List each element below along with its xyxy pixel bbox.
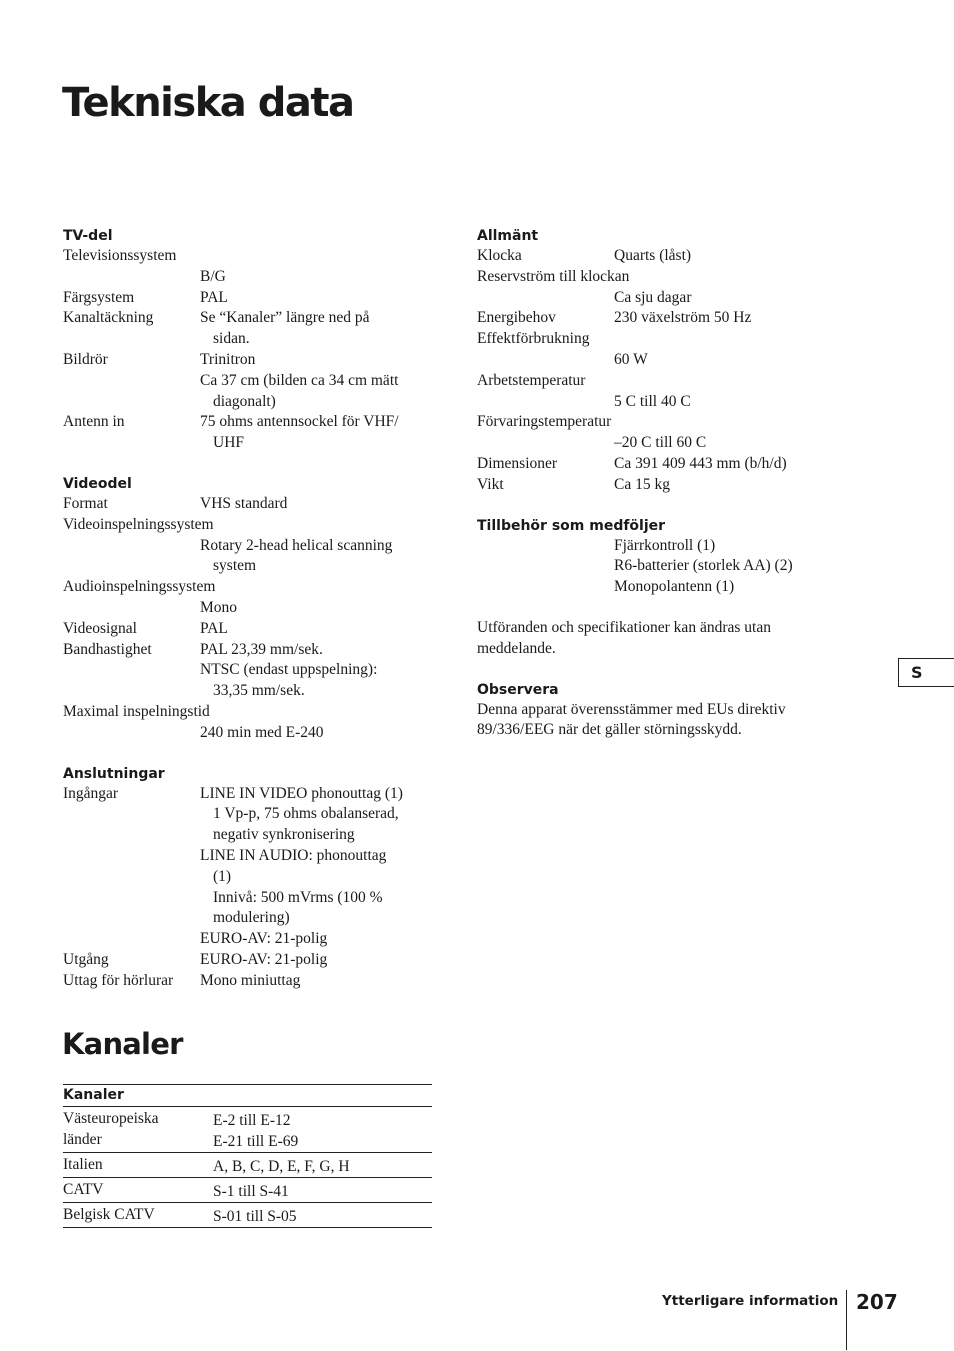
- notice-text: Utföranden och specifikationer kan ändras utan meddelande.: [477, 618, 771, 657]
- spec-label: Televisionssystem: [63, 247, 177, 264]
- spec-label: Uttag för hörlurar: [63, 971, 174, 989]
- spec-label: Bandhastighet: [63, 640, 152, 658]
- spec-value: Ca sju dagar: [614, 288, 692, 306]
- spec-value: [200, 246, 433, 267]
- spec-label: [477, 392, 614, 413]
- spec-label: [63, 804, 200, 825]
- spec-value: sidan.: [213, 330, 250, 348]
- spec-label: Videosignal: [63, 619, 137, 637]
- spec-label: [63, 929, 200, 950]
- spec-row: [63, 412, 433, 433]
- table-row: [63, 1178, 432, 1203]
- spec-value: UHF: [213, 434, 245, 452]
- spec-value: Mono miniuttag: [200, 971, 301, 989]
- spec-row: [63, 660, 433, 681]
- spec-row: [63, 908, 433, 929]
- spec-label: Maximal inspelningstid: [63, 702, 210, 720]
- spec-label: Reservström till klockan: [477, 267, 630, 285]
- channel-cell: [213, 1107, 432, 1152]
- spec-value: Quarts (låst): [614, 247, 692, 264]
- spec-label: [63, 660, 200, 681]
- spec-row: [63, 598, 433, 619]
- spec-value: PAL: [200, 288, 228, 306]
- spec-row: [63, 267, 433, 288]
- spec-value: Se “Kanaler” längre ned på: [200, 309, 370, 327]
- spec-label: [63, 825, 200, 846]
- spec-value: [200, 702, 433, 723]
- region-line: Belgisk CATV: [63, 1206, 155, 1223]
- spec-row: [63, 950, 433, 971]
- spec-row: [63, 577, 433, 598]
- footer-section-label: Ytterligare information: [662, 1293, 839, 1309]
- spec-row: [63, 556, 433, 577]
- spec-label: Format: [63, 494, 108, 512]
- spec-row: [63, 971, 433, 992]
- spec-value: 1 Vp-p, 75 ohms obalanserad,: [213, 805, 399, 823]
- spec-label: [63, 267, 200, 288]
- spec-value: Monopolantenn (1): [614, 578, 735, 596]
- spec-value: Ca 391 409 443 mm (b/h/d): [614, 454, 787, 472]
- spec-label: [477, 556, 614, 577]
- spec-row: [63, 825, 433, 846]
- section-heading: Allmänt: [477, 228, 539, 244]
- spec-value: [200, 577, 433, 598]
- spec-label: Ingångar: [63, 784, 119, 802]
- spec-row: [63, 846, 433, 867]
- spec-label: Kanaltäckning: [63, 309, 154, 327]
- channel-line: E-2 till E-12: [213, 1112, 291, 1129]
- spec-value: diagonalt): [213, 392, 276, 410]
- region-line: länder: [63, 1131, 102, 1148]
- spec-label: [63, 392, 200, 413]
- spec-value: [614, 267, 847, 288]
- spec-row: [63, 929, 433, 950]
- channel-cell: [213, 1178, 432, 1202]
- spec-label: Bildrör: [63, 350, 108, 368]
- page-number: 207: [856, 1290, 898, 1314]
- spec-label: [477, 433, 614, 454]
- spec-value: LINE IN AUDIO: phonouttag: [200, 846, 387, 864]
- footer-divider: [846, 1290, 847, 1350]
- spec-label: [477, 350, 614, 371]
- spec-value: (1): [213, 867, 232, 885]
- spec-row: [63, 867, 433, 888]
- spec-value: Rotary 2-head helical scanning: [200, 536, 393, 554]
- region-cell: [63, 1203, 213, 1227]
- table-row: [63, 1153, 432, 1178]
- spec-value: –20 C till 60 C: [614, 434, 707, 452]
- channel-line: S-01 till S-05: [213, 1208, 297, 1225]
- region-cell: [63, 1153, 213, 1177]
- spec-label: [477, 536, 614, 557]
- spec-row: [63, 433, 433, 454]
- spec-row: [63, 784, 433, 805]
- spec-row: [63, 804, 433, 825]
- kanaler-table: [63, 1084, 432, 1228]
- spec-value: [200, 515, 433, 536]
- spec-value: R6-batterier (storlek AA) (2): [614, 557, 793, 575]
- channel-cell: [213, 1203, 432, 1227]
- spec-value: EURO-AV: 21-polig: [200, 950, 328, 968]
- spec-value: Ca 37 cm (bilden ca 34 cm mätt: [200, 371, 399, 389]
- region-cell: [63, 1178, 213, 1202]
- spec-value: Trinitron: [200, 350, 256, 368]
- spec-value: 33,35 mm/sek.: [213, 682, 305, 700]
- observe-text: Denna apparat överensstämmer med EUs direktiv 89/336/EEG när det gäller störningsskydd.: [477, 700, 786, 739]
- spec-value: system: [213, 557, 257, 575]
- spec-label: [63, 908, 200, 929]
- spec-label: Vikt: [477, 475, 504, 493]
- section-heading: Videodel: [63, 475, 132, 492]
- spec-label: Energibehov: [477, 309, 556, 327]
- spec-value: Mono: [200, 598, 238, 616]
- spec-value: [614, 329, 847, 350]
- region-line: Västeuropeiska: [63, 1110, 159, 1127]
- spec-row: [63, 681, 433, 702]
- spec-value: PAL: [200, 619, 228, 637]
- spec-row: [477, 246, 847, 267]
- observe-heading: Observera: [477, 681, 559, 698]
- spec-row: [63, 888, 433, 909]
- spec-label: [63, 433, 200, 454]
- spec-value: negativ synkronisering: [213, 826, 355, 844]
- spec-value: PAL 23,39 mm/sek.: [200, 640, 323, 658]
- table-row: [63, 1203, 432, 1228]
- spec-row: [477, 577, 847, 598]
- spec-row: [477, 475, 847, 496]
- spec-label: [477, 577, 614, 598]
- spec-row: [63, 288, 433, 309]
- channel-line: E-21 till E-69: [213, 1133, 299, 1150]
- channel-line: S-1 till S-41: [213, 1183, 289, 1200]
- left-spec-column: [63, 226, 433, 992]
- page-title: Tekniska data: [62, 80, 354, 126]
- spec-row: [477, 371, 847, 392]
- spec-row: [63, 494, 433, 515]
- spec-row: [63, 371, 433, 392]
- spec-label: Utgång: [63, 950, 109, 968]
- spec-row: [63, 350, 433, 371]
- section-heading: Anslutningar: [63, 765, 165, 782]
- spec-label: [63, 888, 200, 909]
- spec-label: Färgsystem: [63, 288, 135, 306]
- spec-row: [63, 640, 433, 661]
- spec-row: [63, 723, 433, 744]
- kanaler-table-header: Kanaler: [63, 1084, 432, 1107]
- spec-value: [614, 412, 847, 433]
- spec-row: [63, 619, 433, 640]
- spec-label: [63, 846, 200, 867]
- spec-value: B/G: [200, 267, 226, 285]
- spec-row: [477, 267, 847, 288]
- spec-row: [477, 329, 847, 350]
- spec-row: [63, 308, 433, 329]
- spec-label: [63, 371, 200, 392]
- spec-value: LINE IN VIDEO phonouttag (1): [200, 784, 403, 802]
- spec-row: [63, 515, 433, 536]
- region-cell: [63, 1107, 213, 1152]
- spec-label: [63, 536, 200, 557]
- spec-label: [63, 867, 200, 888]
- spec-value: 75 ohms antennsockel för VHF/: [200, 413, 399, 431]
- spec-label: [63, 556, 200, 577]
- spec-row: [477, 288, 847, 309]
- language-tab-s[interactable]: S: [898, 658, 954, 687]
- spec-value: [614, 371, 847, 392]
- spec-row: [63, 702, 433, 723]
- spec-label: [63, 329, 200, 350]
- spec-label: [63, 598, 200, 619]
- spec-value: 240 min med E-240: [200, 723, 324, 741]
- spec-row: [477, 433, 847, 454]
- spec-row: [477, 392, 847, 413]
- kanaler-title: Kanaler: [62, 1027, 183, 1061]
- spec-value: Innivå: 500 mVrms (100 %: [213, 888, 383, 906]
- spec-label: Dimensioner: [477, 454, 558, 472]
- spec-row: [477, 556, 847, 577]
- spec-value: 230 växelström 50 Hz: [614, 309, 752, 327]
- spec-label: Arbetstemperatur: [477, 371, 586, 389]
- spec-row: [477, 536, 847, 557]
- spec-row: [63, 536, 433, 557]
- spec-value: EURO-AV: 21-polig: [200, 930, 328, 948]
- region-line: Italien: [63, 1156, 103, 1173]
- spec-label: [477, 288, 614, 309]
- spec-row: [477, 454, 847, 475]
- spec-row: [63, 246, 433, 267]
- spec-label: Antenn in: [63, 413, 125, 431]
- spec-label: Klocka: [477, 247, 522, 264]
- channel-line: A, B, C, D, E, F, G, H: [213, 1158, 350, 1175]
- spec-value: Ca 15 kg: [614, 475, 670, 493]
- spec-label: Videoinspelningssystem: [63, 515, 214, 533]
- spec-label: [63, 723, 200, 744]
- spec-value: NTSC (endast uppspelning):: [200, 661, 378, 679]
- spec-row: [477, 350, 847, 371]
- spec-label: Audioinspelningssystem: [63, 578, 216, 596]
- spec-label: Förvaringstemperatur: [477, 413, 612, 431]
- spec-value: 60 W: [614, 350, 648, 368]
- spec-row: [63, 329, 433, 350]
- section-heading: Tillbehör som medföljer: [477, 517, 666, 534]
- spec-value: 5 C till 40 C: [614, 392, 691, 410]
- right-spec-column: [477, 226, 847, 741]
- spec-row: [477, 412, 847, 433]
- spec-value: modulering): [213, 909, 290, 927]
- channel-cell: [213, 1153, 432, 1177]
- spec-row: [63, 392, 433, 413]
- table-row: [63, 1107, 432, 1153]
- section-heading: TV-del: [63, 228, 113, 244]
- general-specs: [477, 226, 847, 598]
- spec-label: Effektförbrukning: [477, 330, 590, 348]
- spec-value: VHS standard: [200, 494, 288, 512]
- spec-value: Fjärrkontroll (1): [614, 536, 716, 554]
- spec-label: [63, 681, 200, 702]
- region-line: CATV: [63, 1181, 104, 1198]
- spec-row: [477, 308, 847, 329]
